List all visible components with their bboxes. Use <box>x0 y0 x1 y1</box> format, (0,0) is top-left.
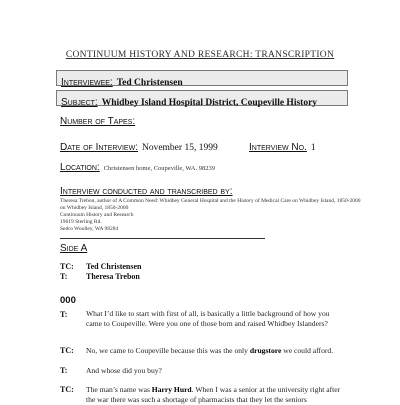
conducted-line-2: on Whidbey Island, 1850-2000 <box>60 205 129 211</box>
tapes-label: Number of Tapes: <box>60 116 136 127</box>
document-title: CONTINUUM HISTORY AND RESEARCH: TRANSCRIPTION <box>65 50 335 60</box>
conducted-line-4: 19619 Sterling Rd. <box>60 219 102 225</box>
dialogue-speaker: T: <box>60 310 68 319</box>
section-divider <box>60 238 265 239</box>
dialogue-text: No, we came to Coupeville because this was the only drugstore we could afford. <box>86 346 334 355</box>
dialogue-text: The man’s name was Harry Hurd. When I was a senior at the university right after the war there was such a shortage of pharmacists that they let the seniors <box>86 385 341 404</box>
dialogue-speaker: T: <box>60 366 68 375</box>
subject-label: Subject: <box>61 96 98 108</box>
location-value: Christensen home, Coupeville, WA. 98239 <box>103 165 215 172</box>
conducted-line-5: Sedro Woolley, WA 98284 <box>60 226 119 232</box>
side-label: Side A <box>60 243 88 254</box>
dialogue-speaker: TC: <box>60 385 74 394</box>
dialogue-text: What I’d like to start with first of all, is basically a little background of how you came to Coupeville. Were you one of those born and raised Whidbey Islanders? <box>86 309 330 328</box>
speaker-code-tc: TC: <box>60 262 74 271</box>
interview-no-value: 1 <box>310 143 316 153</box>
tape-counter: 000 <box>60 295 76 306</box>
conducted-line-3: Continuum History and Research <box>60 212 134 218</box>
conducted-line-1: Theresa Trebon, author of A Common Need: Whidbey General Hospital and the History of Medical Care on Whidbey Island, 1850-2000 <box>60 198 361 204</box>
interviewee-label: Interviewee: <box>61 76 113 88</box>
date-row <box>60 137 218 155</box>
location-row <box>60 157 215 175</box>
location-label: Location: <box>60 162 100 173</box>
conducted-label: Interview conducted and transcribed by: <box>60 186 233 197</box>
interviewee-value: Ted Christensen <box>116 77 183 88</box>
interviewee-box <box>56 70 348 86</box>
date-value: November 15, 1999 <box>141 143 218 153</box>
subject-box <box>56 90 348 106</box>
interview-no-label: Interview No. <box>249 142 307 153</box>
dialogue-speaker: TC: <box>60 346 74 355</box>
speaker-code-t: T: <box>60 272 68 281</box>
subject-value: Whidbey Island Hospital District, Coupeville History <box>101 97 318 108</box>
speaker-name-t: Theresa Trebon <box>86 272 140 281</box>
dialogue-text: And whose did you buy? <box>86 366 162 375</box>
speaker-name-tc: Ted Christensen <box>86 262 142 271</box>
interview-no-row <box>249 137 316 155</box>
date-label: Date of Interview: <box>60 142 138 153</box>
